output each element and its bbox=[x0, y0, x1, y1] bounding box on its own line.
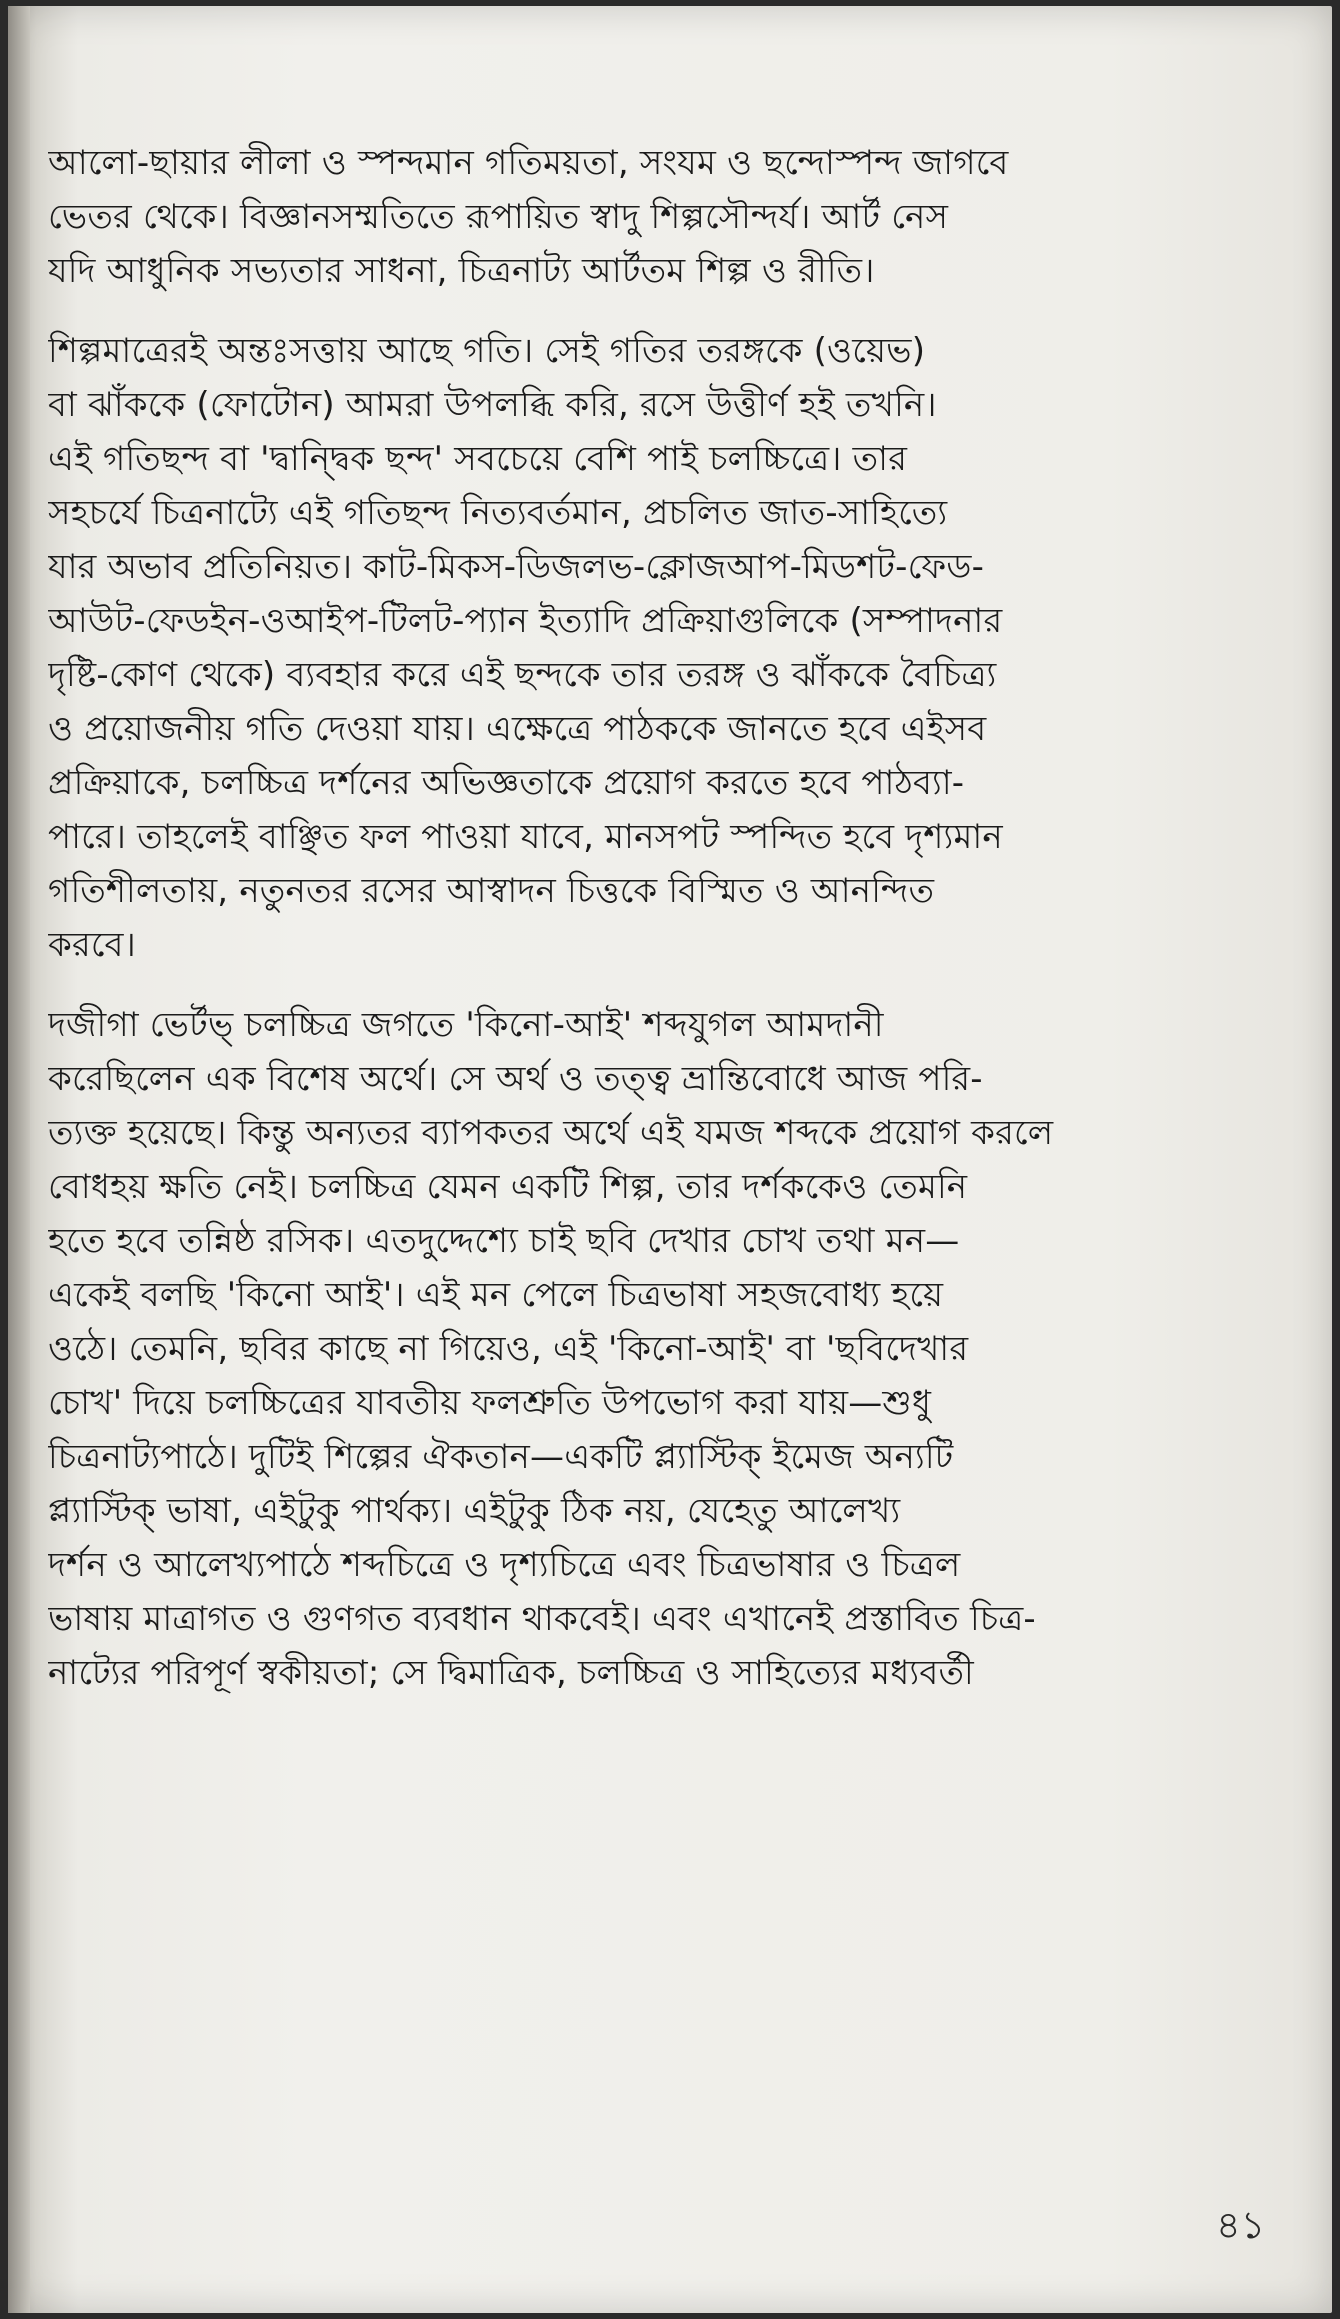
paragraph bbox=[48, 998, 1258, 1700]
page-gutter bbox=[8, 6, 30, 2313]
text-line: দর্শন ও আলেখ্যপাঠে শব্দচিত্রে ও দৃশ্যচিত্রে এবং চিত্রভাষার ও চিত্রল bbox=[48, 1545, 961, 1585]
text-line: ত্যক্ত হয়েছে। কিন্তু অন্যতর ব্যাপকতর অর্থে এই যমজ শব্দকে প্রয়োগ করলে bbox=[48, 1113, 1054, 1153]
text-line: গতিশীলতায়, নতুনতর রসের আস্বাদন চিত্তকে বিস্মিত ও আনন্দিত bbox=[48, 871, 935, 911]
text-line: করেছিলেন এক বিশেষ অর্থে। সে অর্থ ও তত্ত্ব ভ্রান্তিবোধে আজ পরি- bbox=[48, 1059, 983, 1099]
text-line: প্ল্যাস্টিক্ ভাষা, এইটুকু পার্থক্য। এইটুকু ঠিক নয়, যেহেতু আলেখ্য bbox=[48, 1491, 901, 1531]
text-line: আউট-ফেডইন-ওআইপ-টিলট-প্যান ইত্যাদি প্রক্রিয়াগুলিকে (সম্পাদনার bbox=[48, 601, 1003, 641]
text-line: একেই বলছি 'কিনো আই'। এই মন পেলে চিত্রভাষা সহজবোধ্য হয়ে bbox=[48, 1275, 944, 1315]
text-line: ওঠে। তেমনি, ছবির কাছে না গিয়েও, এই 'কিনো-আই' বা 'ছবিদেখার bbox=[48, 1329, 969, 1369]
text-line: দৃষ্টি-কোণ থেকে) ব্যবহার করে এই ছন্দকে তার তরঙ্গ ও ঝাঁককে বৈচিত্র্য bbox=[48, 655, 997, 695]
text-line: শিল্পমাত্রেরই অন্তঃসত্তায় আছে গতি। সেই গতির তরঙ্গকে (ওয়েভ) bbox=[48, 331, 926, 371]
text-line: দজীগা ভের্টভ্ চলচ্চিত্র জগতে 'কিনো-আই' শব্দযুগল আমদানী bbox=[48, 1005, 884, 1045]
text-line: এই গতিছন্দ বা 'দ্বান্দ্বিক ছন্দ' সবচেয়ে বেশি পাই চলচ্চিত্রে। তার bbox=[48, 439, 908, 479]
body-text bbox=[48, 136, 1258, 1726]
text-line: ও প্রয়োজনীয় গতি দেওয়া যায়। এক্ষেত্রে পাঠককে জানতে হবে এইসব bbox=[48, 709, 987, 749]
text-line: হতে হবে তন্নিষ্ঠ রসিক। এতদুদ্দেশ্যে চাই ছবি দেখার চোখ তথা মন— bbox=[48, 1221, 960, 1261]
text-line: চোখ' দিয়ে চলচ্চিত্রের যাবতীয় ফলশ্রুতি উপভোগ করা যায়—শুধু bbox=[48, 1383, 932, 1423]
text-line: করবে। bbox=[48, 925, 137, 965]
text-line: চিত্রনাট্যপাঠে। দুটিই শিল্পের ঐকতান—একটি প্ল্যাস্টিক্ ইমেজ অন্যটি bbox=[48, 1437, 954, 1477]
text-line: যদি আধুনিক সভ্যতার সাধনা, চিত্রনাট্য আর্টতম শিল্প ও রীতি। bbox=[48, 251, 875, 291]
text-line: নাট্যের পরিপূর্ণ স্বকীয়তা; সে দ্বিমাত্রিক, চলচ্চিত্র ও সাহিত্যের মধ্যবর্তী bbox=[48, 1653, 974, 1693]
text-line: যার অভাব প্রতিনিয়ত। কাট-মিকস-ডিজলভ-ক্লোজআপ-মিডশট-ফেড- bbox=[48, 547, 985, 587]
book-page bbox=[8, 6, 1332, 2313]
text-line: আলো-ছায়ার লীলা ও স্পন্দমান গতিময়তা, সংযম ও ছন্দোস্পন্দ জাগবে bbox=[48, 143, 1009, 183]
text-line: সহচর্যে চিত্রনাট্যে এই গতিছন্দ নিত্যবর্তমান, প্রচলিত জাত-সাহিত্যে bbox=[48, 493, 948, 533]
paragraph bbox=[48, 136, 1258, 298]
text-line: ভাষায় মাত্রাগত ও গুণগত ব্যবধান থাকবেই। এবং এখানেই প্রস্তাবিত চিত্র- bbox=[48, 1599, 1036, 1639]
text-line: প্রক্রিয়াকে, চলচ্চিত্র দর্শনের অভিজ্ঞতাকে প্রয়োগ করতে হবে পাঠব্যা- bbox=[48, 763, 965, 803]
text-line: বোধহয় ক্ষতি নেই। চলচ্চিত্র যেমন একটি শিল্প, তার দর্শককেও তেমনি bbox=[48, 1167, 968, 1207]
paragraph bbox=[48, 324, 1258, 972]
text-line: পারে। তাহলেই বাঞ্ছিত ফল পাওয়া যাবে, মানসপট স্পন্দিত হবে দৃশ্যমান bbox=[48, 817, 1003, 857]
text-line: বা ঝাঁককে (ফোটোন) আমরা উপলব্ধি করি, রসে উত্তীর্ণ হই তখনি। bbox=[48, 385, 937, 425]
text-line: ভেতর থেকে। বিজ্ঞানসম্মতিতে রূপায়িত স্বাদু শিল্পসৌন্দর্য। আর্ট নেস bbox=[48, 197, 949, 237]
page-number: ৪১ bbox=[1216, 2203, 1266, 2247]
